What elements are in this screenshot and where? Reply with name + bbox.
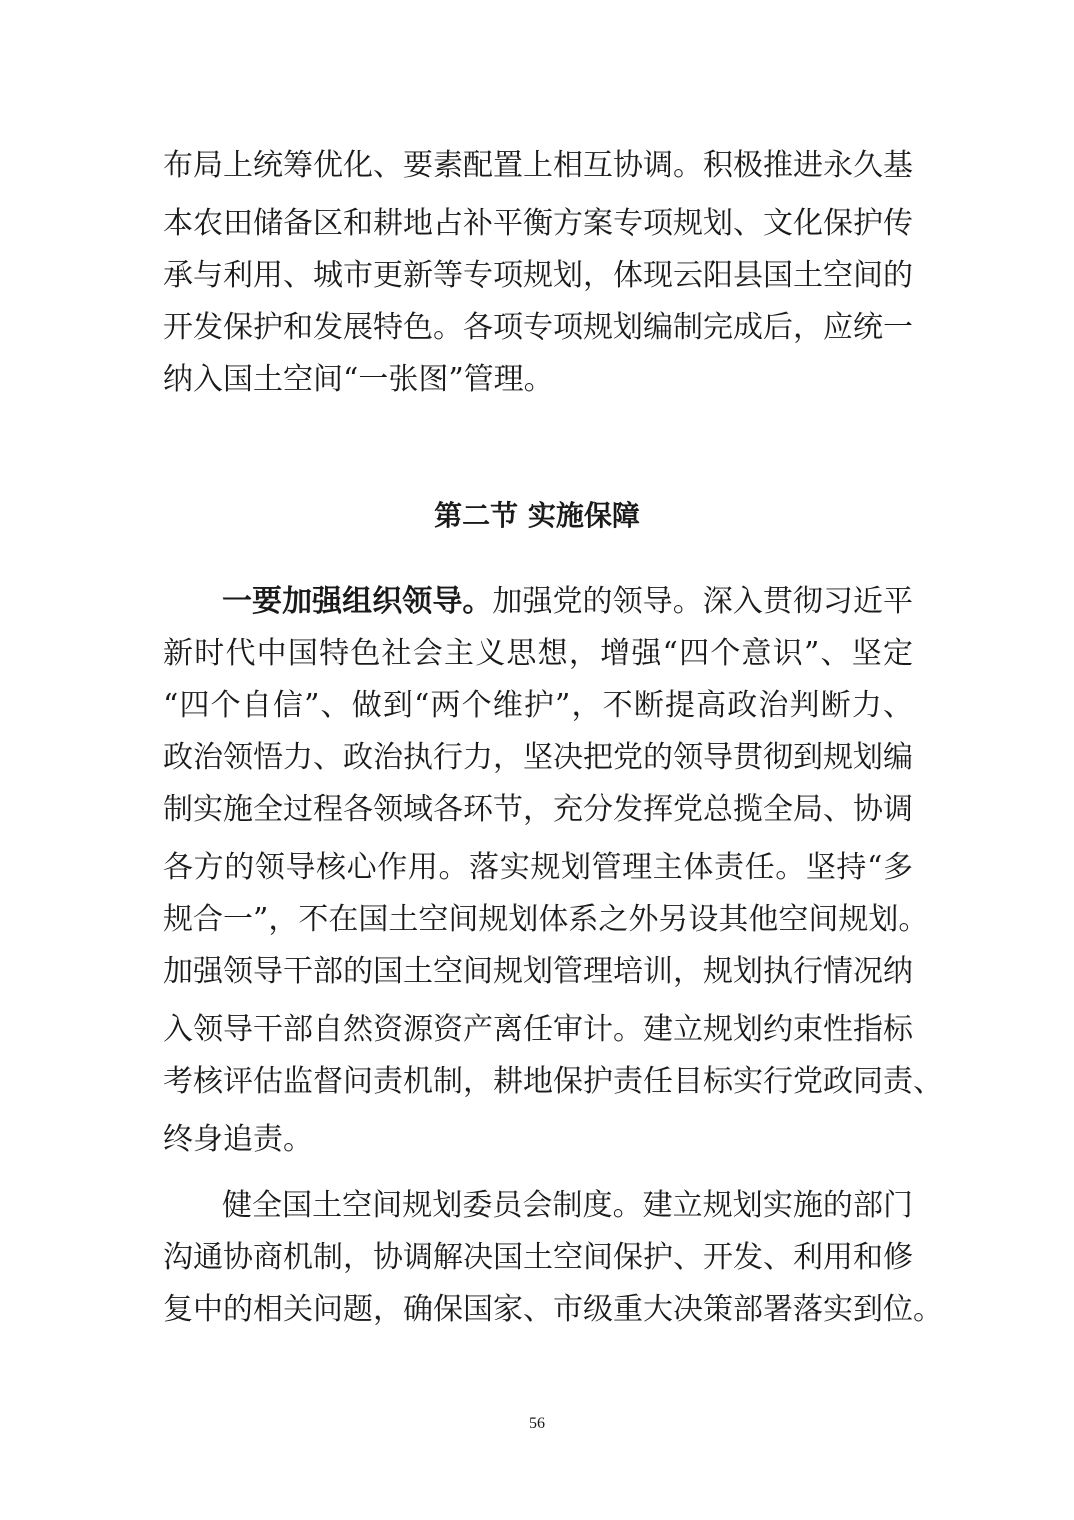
text-line-first: 健全国土空间规划委员会制度。建立规划实施的部门 xyxy=(222,1188,913,1223)
text-line: 开发保护和发展特色。各项专项规划编制完成后，应统一 xyxy=(163,310,913,345)
text-line: 布局上统筹优化、要素配置上相互协调。积极推进永久基 xyxy=(163,148,913,183)
text-line-first xyxy=(222,582,913,622)
text-line: 入领导干部自然资源资产离任审计。建立规划约束性指标 xyxy=(163,1012,913,1047)
paragraph-lead: 一要加强组织领导。 xyxy=(222,584,493,619)
page-number: 56 xyxy=(529,1415,545,1432)
text-line: 承与利用、城市更新等专项规划，体现云阳县国土空间的 xyxy=(163,258,913,293)
text-line: 新时代中国特色社会主义思想，增强“四个意识”、坚定 xyxy=(163,636,913,671)
text-line: 纳入国土空间“一张图”管理。 xyxy=(163,362,554,397)
text-line: 本农田储备区和耕地占补平衡方案专项规划、文化保护传 xyxy=(163,206,913,241)
text-line: 考核评估监督问责机制，耕地保护责任目标实行党政同责、 xyxy=(163,1064,943,1099)
text-line: 各方的领导核心作用。落实规划管理主体责任。坚持“多 xyxy=(163,850,913,885)
section-heading: 第二节 实施保障 xyxy=(434,499,640,532)
text-line-rest: 加强党的领导。深入贯彻习近平 xyxy=(492,584,914,619)
text-line: 加强领导干部的国土空间规划管理培训，规划执行情况纳 xyxy=(163,954,913,989)
text-line: 沟通协商机制，协调解决国土空间保护、开发、利用和修 xyxy=(163,1240,913,1275)
text-line: 规合一”，不在国土空间规划体系之外另设其他空间规划。 xyxy=(163,902,929,937)
text-line: 复中的相关问题，确保国家、市级重大决策部署落实到位。 xyxy=(163,1292,943,1327)
text-line: 政治领悟力、政治执行力，坚决把党的领导贯彻到规划编 xyxy=(163,740,913,775)
text-line: 制实施全过程各领域各环节，充分发挥党总揽全局、协调 xyxy=(163,792,913,827)
text-line: 终身追责。 xyxy=(163,1122,313,1157)
text-line: “四个自信”、做到“两个维护”，不断提高政治判断力、 xyxy=(163,688,913,723)
